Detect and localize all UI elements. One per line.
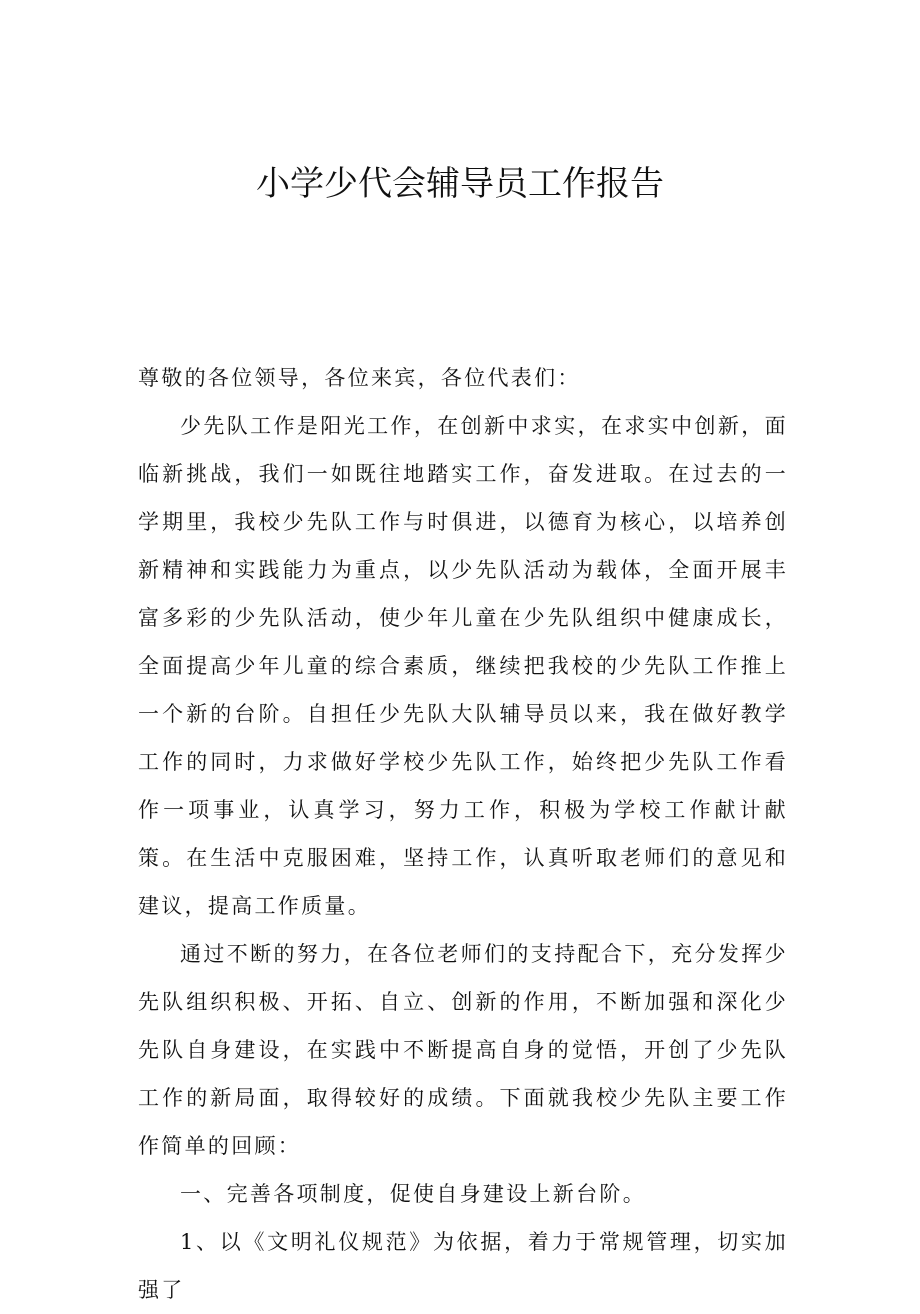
paragraph-intro: 少先队工作是阳光工作，在创新中求实，在求实中创新，面临新挑战，我们一如既往地踏实工作，奋发进取。在过去的一学期里，我校少先队工作与时俱进，以德育为核心，以培养创新精神和实践能力为重点，以少先队活动为载体，全面开展丰富多彩的少先队活动，使少年儿童在少先队组织中健康成长，全面提高少年儿童的综合素质，继续把我校的少先队工作推上一个新的台阶。自担任少先队大队辅导员以来，我在做好教学工作的同时，力求做好学校少先队工作，始终把少先队工作看作一项事业，认真学习，努力工作，积极为学校工作献计献策。在生活中克服困难，坚持工作，认真听取老师们的意见和建议，提高工作质量。: [138, 414, 788, 918]
paragraph-review: 通过不断的努力，在各位老师们的支持配合下，充分发挥少先队组织积极、开拓、自立、创新的作用，不断加强和深化少先队自身建设，在实践中不断提高自身的觉悟，开创了少先队工作的新局面，取得较好的成绩。下面就我校少先队主要工作作简单的回顾：: [138, 942, 788, 1158]
document-title: 小学少代会辅导员工作报告: [256, 164, 664, 204]
document-body: [138, 354, 788, 1314]
salutation: 尊敬的各位领导，各位来宾，各位代表们：: [138, 366, 581, 390]
section-heading-1: 一、完善各项制度，促使自身建设上新台阶。: [180, 1182, 646, 1206]
list-item-1: 1、以《文明礼仪规范》为依据，着力于常规管理，切实加强了: [138, 1230, 788, 1302]
